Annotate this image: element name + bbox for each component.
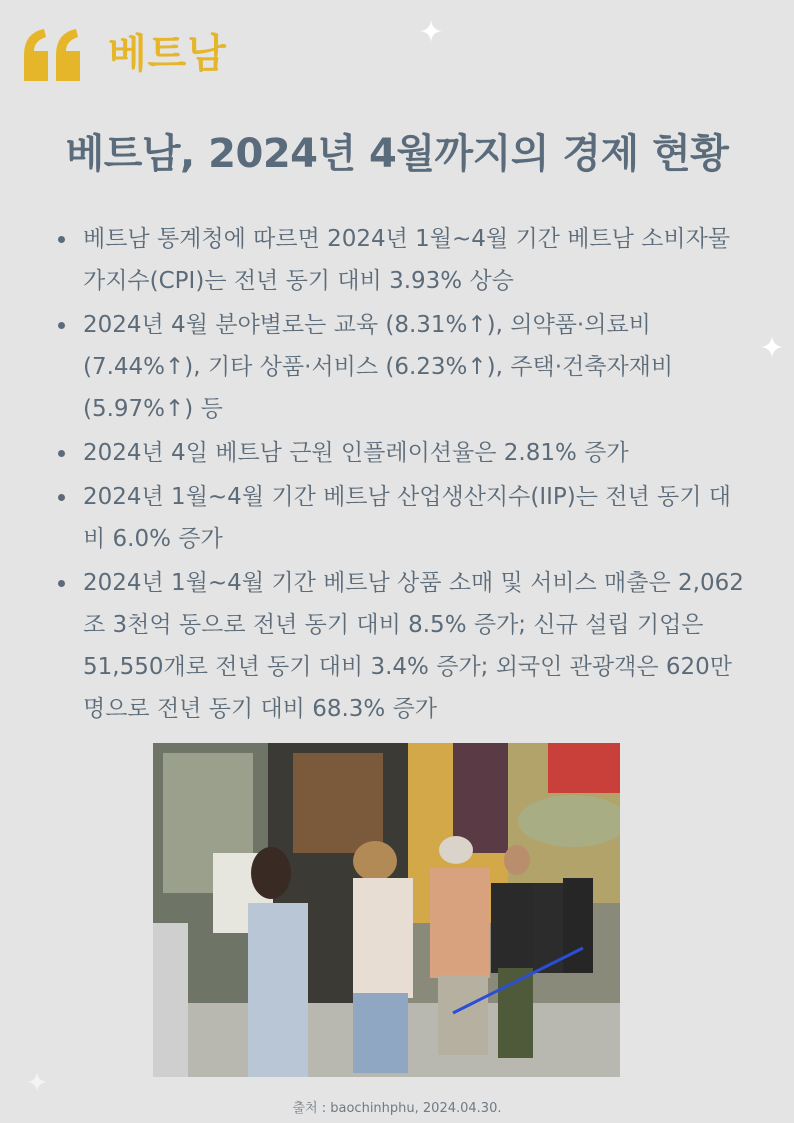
bullet-list	[58, 218, 748, 732]
page-title: 베트남, 2024년 4월까지의 경제 현황	[65, 131, 729, 177]
source-caption: 출처 : baochinhphu, 2024.04.30.	[292, 1101, 502, 1116]
header	[20, 26, 227, 82]
sparkle-icon	[27, 1072, 47, 1092]
list-item: 2024년 1월~4월 기간 베트남 산업생산지수(IIP)는 전년 동기 대비 6.0% 증가	[58, 476, 748, 560]
header-label: 베트남	[108, 31, 227, 77]
quote-icon	[20, 27, 84, 81]
photo-queue-people	[153, 743, 620, 1077]
list-item: 베트남 통계청에 따르면 2024년 1월~4월 기간 베트남 소비자물가지수(CPI)는 전년 동기 대비 3.93% 상승	[58, 218, 748, 302]
sparkle-icon	[761, 336, 783, 358]
list-item: 2024년 1월~4월 기간 베트남 상품 소매 및 서비스 매출은 2,062조 3천억 동으로 전년 동기 대비 8.5% 증가; 신규 설립 기업은 51,550개로 전년 동기 대비 3.4% 증가; 외국인 관광객은 620만 명으로 전년 동기 대비 68.3% 증가	[58, 562, 748, 730]
sparkle-icon	[420, 20, 442, 42]
list-item: 2024년 4일 베트남 근원 인플레이션율은 2.81% 증가	[58, 432, 748, 474]
list-item: 2024년 4월 분야별로는 교육 (8.31%↑), 의약품·의료비 (7.44%↑), 기타 상품·서비스 (6.23%↑), 주택·건축자재비 (5.97%↑) 등	[58, 304, 748, 430]
